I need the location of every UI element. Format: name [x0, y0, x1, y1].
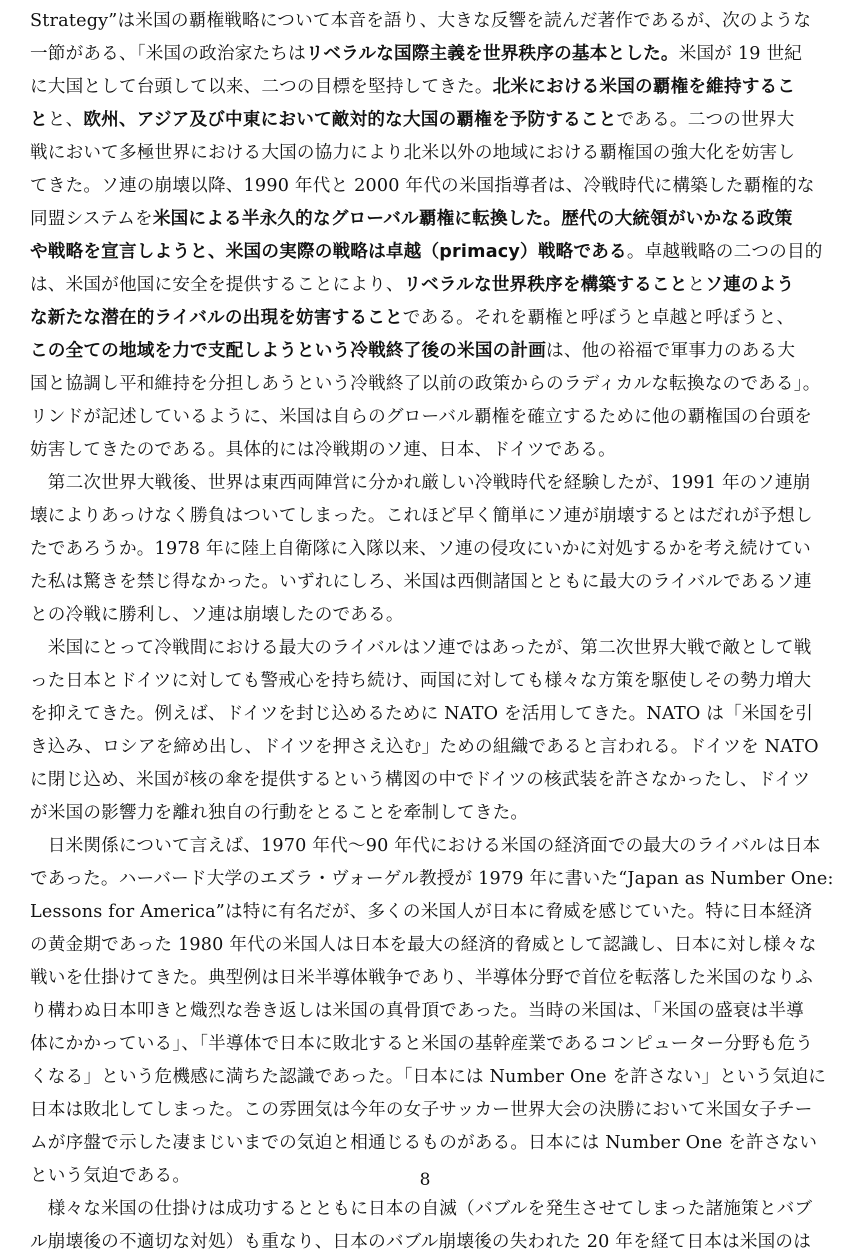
text-line [30, 995, 834, 1028]
text-line [30, 1061, 834, 1094]
text-run: 様々な米国の仕掛けは成功するとともに日本の自滅（バブルを発生させてしまった諸施策とバブ [30, 1199, 813, 1219]
text-run: てきた。ソ連の崩壊以降、1990 年代と 2000 年代の米国指導者は、冷戦時代に構築した覇権的な [30, 176, 815, 196]
text-line [30, 1094, 834, 1127]
text-run: に閉じ込め、米国が核の傘を提供するという構図の中でドイツの核武装を許さなかったし、ドイツ [30, 770, 811, 790]
text-line [30, 863, 834, 896]
document-page [30, 0, 834, 1259]
text-line [30, 764, 834, 797]
text-line [30, 5, 834, 38]
text-run: 一節がある、「米国の政治家たちは [30, 44, 306, 64]
text-run: 戦いを仕掛けてきた。典型例は日米半導体戦争であり、半導体分野で首位を転落した米国のなりふ [30, 968, 813, 988]
text-line [30, 434, 834, 467]
bold-text-run: リベラルな世界秩序を構築すること [403, 275, 688, 295]
text-run: たであろうか。1978 年に陸上自衛隊に入隊以来、ソ連の侵攻にいかに対処するかを考え続けてい [30, 539, 811, 559]
text-line [30, 500, 834, 533]
text-run: と、 [47, 110, 84, 130]
text-run: 日本は敗北してしまった。この雰囲気は今年の女子サッカー世界大会の決勝において米国女子チー [30, 1100, 813, 1120]
text-run: 妨害してきたのである。具体的には冷戦期のソ連、日本、ドイツである。 [30, 440, 616, 460]
text-line [30, 896, 834, 929]
text-run: り構わぬ日本叩きと熾烈な巻き返しは米国の真骨頂であった。当時の米国は、「米国の盛衰は半導 [30, 1001, 804, 1021]
text-run: 第二次世界大戦後、世界は東西両陣営に分かれ厳しい冷戦時代を経験したが、1991 年のソ連崩 [30, 473, 811, 493]
text-run: は、米国が他国に安全を提供することにより、 [30, 275, 404, 295]
text-line [30, 269, 834, 302]
text-run: Lessons for America”は特に有名だが、多くの米国人が日本に脅威を感じていた。特に日本経済 [30, 902, 813, 922]
page-number: 8 [419, 1170, 431, 1190]
text-line [30, 335, 834, 368]
text-line [30, 38, 834, 71]
text-run: 日米関係について言えば、1970 年代～90 年代における米国の経済面での最大のライバルは日本 [30, 836, 821, 856]
text-run: 同盟システムを [30, 209, 153, 229]
body-text [30, 0, 834, 1259]
bold-text-run: 欧州、アジア及び中東において敵対的な大国の覇権を予防すること [83, 110, 617, 130]
text-run: くなる」という危機感に満ちた認識であった。「日本には Number One を許さない」という気迫に [30, 1067, 827, 1087]
text-run: である。二つの世界大 [616, 110, 795, 130]
text-run: Strategy”は米国の覇権戦略について本音を語り、大きな反響を読んだ著作であるが、次のような [30, 11, 812, 31]
bold-text-run: な新たな潜在的ライバルの出現を妨害すること [30, 308, 403, 328]
text-run: 壊によりあっけなく勝負はついてしまった。これほど早く簡単にソ連が崩壊するとはだれが予想し [30, 506, 813, 526]
text-line [30, 1028, 834, 1061]
text-line [30, 467, 834, 500]
text-run: き込み、ロシアを締め出し、ドイツを押さえ込む」ための組織であると言われる。ドイツを NATO [30, 737, 819, 757]
text-line [30, 401, 834, 434]
text-line [30, 533, 834, 566]
text-line [30, 962, 834, 995]
text-run: に大国として台頭して以来、二つの目標を堅持してきた。 [30, 77, 493, 97]
text-run: ル崩壊後の不適切な対処）も重なり、日本のバブル崩壊後の失われた 20 年を経て日本は米国のは [30, 1232, 812, 1252]
text-run: 。卓越戦略の二つの目的 [626, 242, 823, 262]
text-line [30, 599, 834, 632]
text-line [30, 236, 834, 269]
bold-text-run: 北米における米国の覇権を維持するこ [492, 77, 796, 97]
text-run: た私は驚きを禁じ得なかった。いずれにしろ、米国は西側諸国とともに最大のライバルであるソ連 [30, 572, 812, 592]
text-line [30, 203, 834, 236]
text-run: の黄金期であった 1980 年代の米国人は日本を最大の経済的脅威として認識し、日本に対し様々な [30, 935, 817, 955]
text-line [30, 170, 834, 203]
text-line [30, 830, 834, 863]
text-line [30, 1226, 834, 1259]
text-line [30, 797, 834, 830]
text-line [30, 302, 834, 335]
bold-text-run: この全ての地域を力で支配しようという冷戦終了後の米国の計画 [30, 341, 547, 361]
text-line [30, 71, 834, 104]
bold-text-run: や戦略を宣言しようと、米国の実際の戦略は卓越（primacy）戦略である [30, 242, 627, 262]
text-run: との冷戦に勝利し、ソ連は崩壊したのである。 [30, 605, 404, 625]
text-run: 国と協調し平和維持を分担しあうという冷戦終了以前の政策からのラディカルな転換なのである」。 [30, 374, 821, 394]
bold-text-run: リベラルな国際主義を世界秩序の基本とした。 [305, 44, 679, 64]
bold-text-run: ソ連のよう [705, 275, 795, 295]
bold-text-run: 米国による半永久的なグローバル覇権に転換した。歴代の大統領がいかなる政策 [152, 209, 793, 229]
text-run: である。それを覇権と呼ぼうと卓越と呼ぼうと、 [402, 308, 795, 328]
text-run: リンドが記述しているように、米国は自らのグローバル覇権を確立するために他の覇権国の台頭を [30, 407, 813, 427]
text-line [30, 632, 834, 665]
text-line [30, 368, 834, 401]
text-line [30, 104, 834, 137]
text-run: が米国の影響力を離れ独自の行動をとることを牽制してきた。 [30, 803, 529, 823]
text-run: であった。ハーバード大学のエズラ・ヴォーゲル教授が 1979 年に書いた“Japan as Number One: [30, 869, 834, 889]
text-line [30, 665, 834, 698]
text-line [30, 698, 834, 731]
text-line [30, 1193, 834, 1226]
text-run: という気迫である。 [30, 1166, 191, 1186]
text-line [30, 566, 834, 599]
text-line [30, 137, 834, 170]
text-run: ムが序盤で示した凄まじいまでの気迫と相通じるものがある。日本には Number One を許さない [30, 1133, 818, 1153]
text-run: った日本とドイツに対しても警戒心を持ち続け、両国に対しても様々な方策を駆使しその勢力増大 [30, 671, 812, 691]
text-run: を抑えてきた。例えば、ドイツを封じ込めるために NATO を活用してきた。NATO は「米国を引 [30, 704, 814, 724]
text-run: 米国が 19 世紀 [678, 44, 803, 64]
text-line [30, 1127, 834, 1160]
text-run: 体にかかっている」、「半導体で日本に敗北すると米国の基幹産業であるコンピューター分野も危う [30, 1034, 814, 1054]
text-line [30, 731, 834, 764]
text-line [30, 929, 834, 962]
text-run: と [687, 275, 706, 295]
text-run: は、他の裕福で軍事力のある大 [546, 341, 796, 361]
bold-text-run: と [30, 110, 48, 130]
text-run: 戦において多極世界における大国の協力により北米以外の地域における覇権国の強大化を妨害し [30, 143, 796, 163]
text-run: 米国にとって冷戦間における最大のライバルはソ連ではあったが、第二次世界大戦で敵として戦 [30, 638, 812, 658]
